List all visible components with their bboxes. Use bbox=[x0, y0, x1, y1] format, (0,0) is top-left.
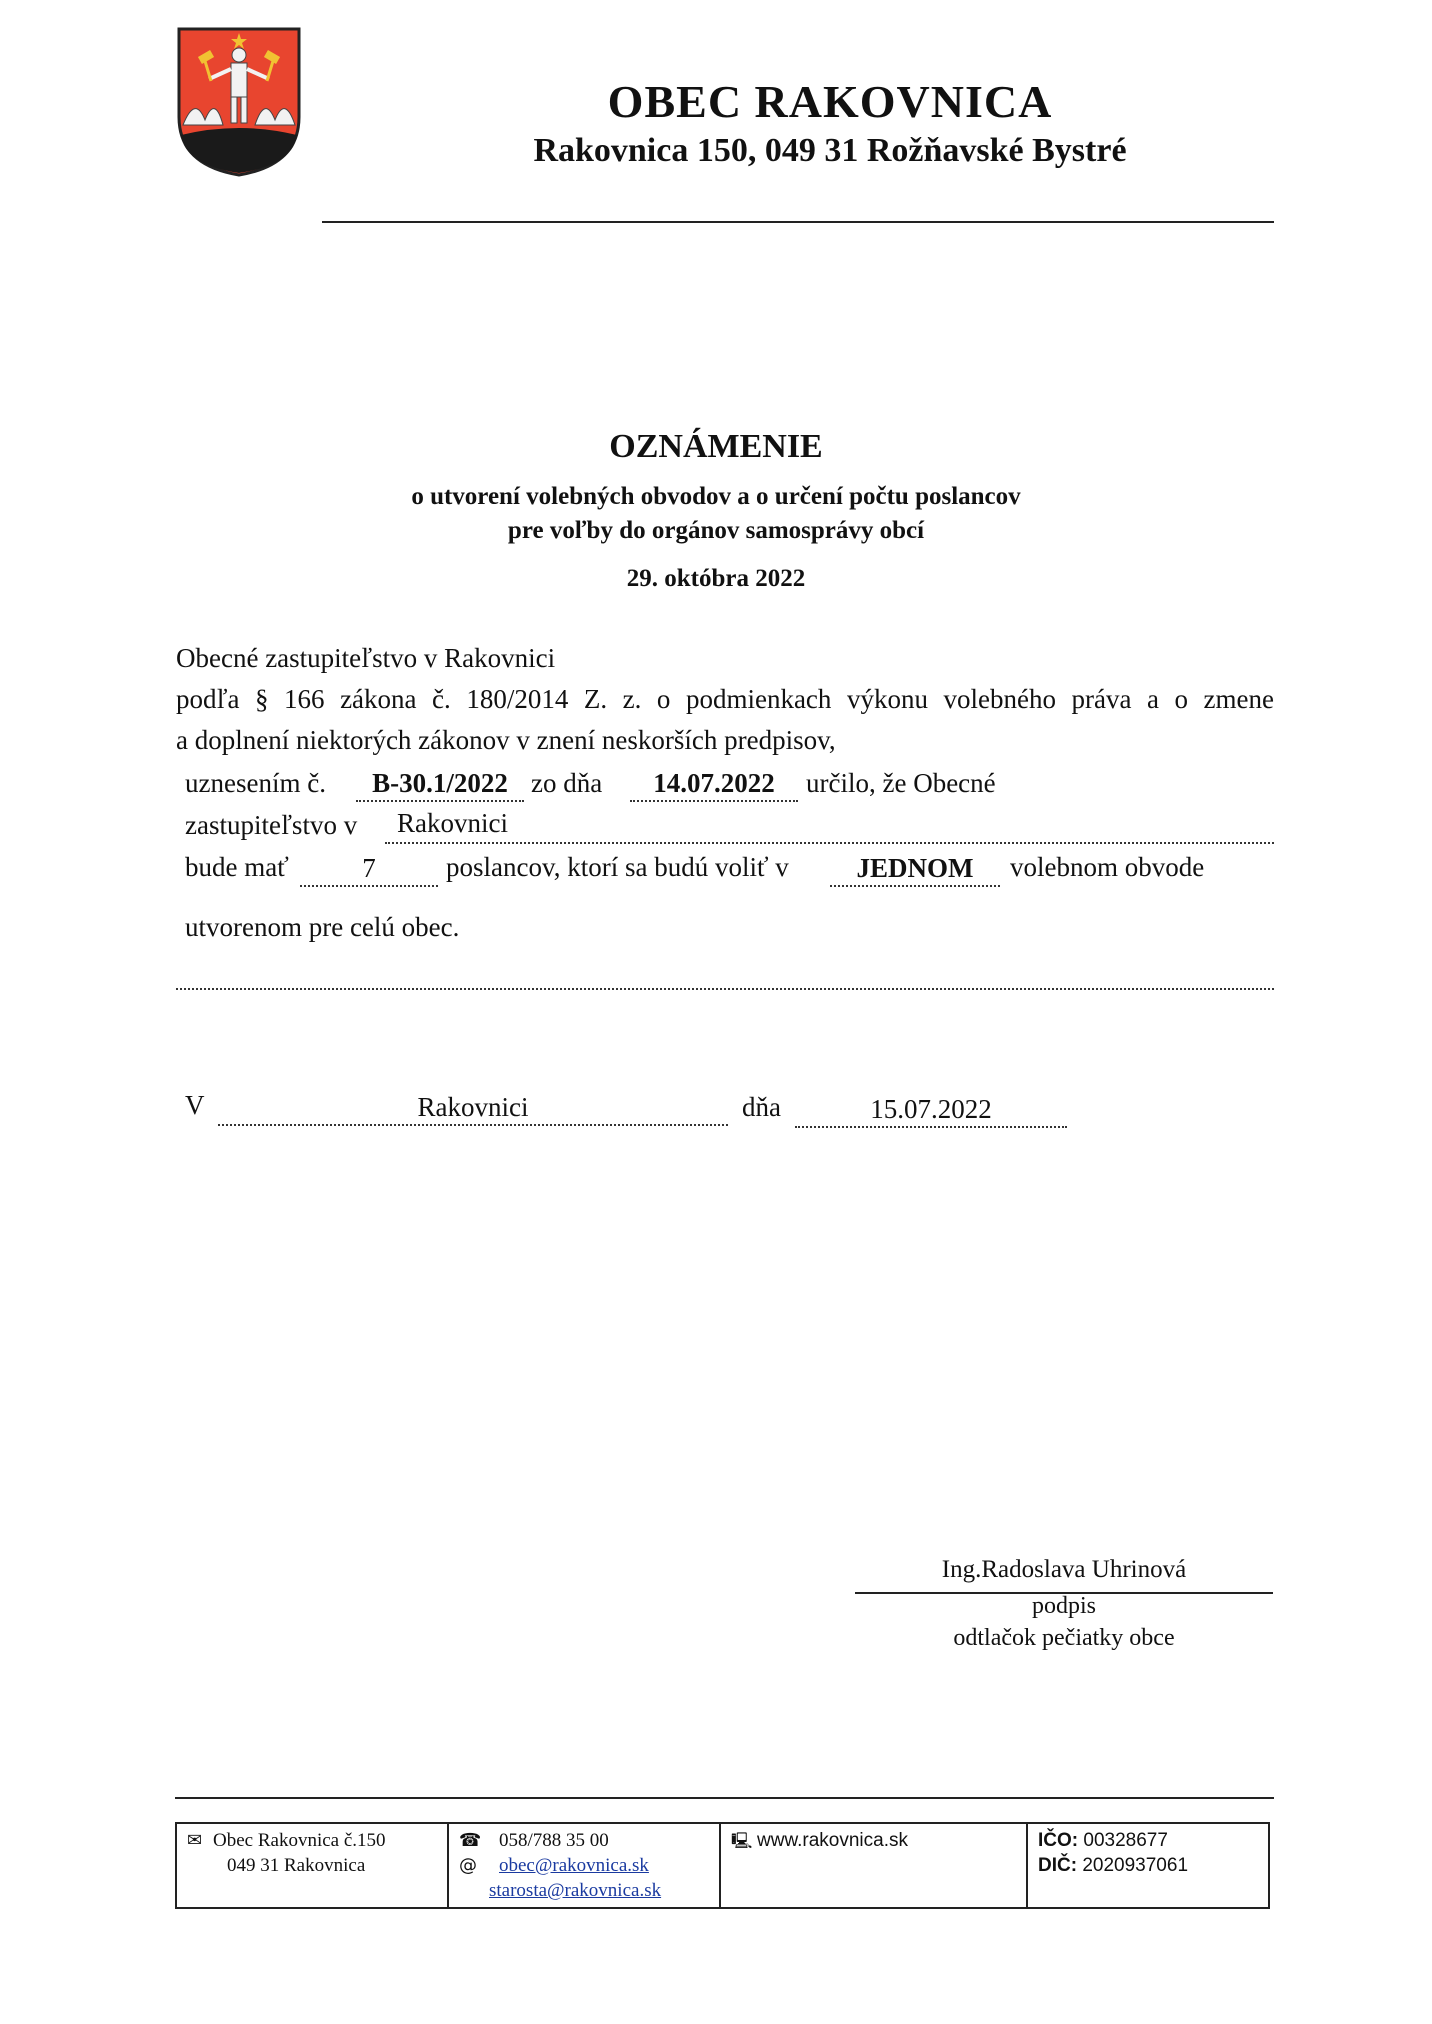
urcilo-text: určilo, že Obecné bbox=[806, 768, 996, 798]
notice-title: OZNÁMENIE bbox=[609, 428, 823, 465]
bude-mat-label: bude mať bbox=[185, 852, 289, 882]
ico-value: 00328677 bbox=[1083, 1830, 1168, 1851]
footer-address-cell bbox=[176, 1823, 448, 1908]
footer-contact-cell bbox=[448, 1823, 720, 1908]
municipality-dotted-line bbox=[385, 842, 1274, 844]
footer-email-obec[interactable]: obec@rakovnica.sk bbox=[499, 1855, 649, 1876]
stamp-label: odtlačok pečiatky obce bbox=[953, 1625, 1175, 1651]
municipality-field: Rakovnici bbox=[397, 808, 508, 838]
districts-count-field: JEDNOM bbox=[830, 851, 1000, 887]
signature-label: podpis bbox=[1031, 1593, 1096, 1619]
council-label: zastupiteľstvo v bbox=[185, 810, 358, 840]
at-icon: @ bbox=[459, 1855, 477, 1876]
election-date: 29. októbra 2022 bbox=[626, 565, 806, 592]
signatory-name: Ing.Radoslava Uhrinová bbox=[941, 1556, 1187, 1583]
dic-label: DIČ: bbox=[1038, 1855, 1078, 1876]
notice-subtitle-2: pre voľby do orgánov samosprávy obcí bbox=[507, 517, 925, 544]
municipality-title: OBEC RAKOVNICA bbox=[607, 76, 1053, 127]
notice-subtitle-1: o utvorení volebných obvodov a o určení počtu poslancov bbox=[411, 483, 1021, 510]
deputies-count-field: 7 bbox=[300, 851, 438, 887]
footer-website[interactable]: www.rakovnica.sk bbox=[757, 1830, 908, 1851]
envelope-icon: ✉ bbox=[187, 1830, 203, 1851]
body-line-1: Obecné zastupiteľstvo v Rakovnici bbox=[176, 643, 556, 673]
footer-contact-table bbox=[175, 1822, 1270, 1909]
obvode-text: volebnom obvode bbox=[1010, 852, 1205, 882]
signing-date-field: 15.07.2022 bbox=[795, 1092, 1067, 1128]
ico-label: IČO: bbox=[1038, 1830, 1079, 1851]
footer-phone: 058/788 35 00 bbox=[499, 1830, 609, 1851]
poslancov-text: poslancov, ktorí sa budú voliť v bbox=[446, 852, 789, 882]
zo-dna-label: zo dňa bbox=[531, 768, 603, 798]
coat-of-arms-emblem bbox=[175, 25, 303, 177]
closing-dotted-line bbox=[176, 988, 1274, 990]
dic-value: 2020937061 bbox=[1082, 1855, 1189, 1876]
footer-ids-cell bbox=[1027, 1823, 1269, 1908]
footer-address-line-1: Obec Rakovnica č.150 bbox=[213, 1830, 386, 1851]
footer-email-starosta[interactable]: starosta@rakovnica.sk bbox=[489, 1880, 662, 1901]
phone-icon: ☎ bbox=[459, 1830, 482, 1851]
body-line-2: podľa § 166 zákona č. 180/2014 Z. z. o podmienkach výkonu volebného práva a o zmene bbox=[176, 684, 1274, 714]
footer-web-cell bbox=[720, 1823, 1027, 1908]
closing-text: utvorenom pre celú obec. bbox=[185, 912, 460, 942]
body-line-3: a doplnení niektorých zákonov v znení neskorších predpisov, bbox=[176, 725, 836, 755]
place-field: Rakovnici bbox=[218, 1090, 728, 1126]
resolution-number-field: B-30.1/2022 bbox=[356, 766, 524, 802]
header-divider bbox=[322, 221, 1274, 223]
resolution-date-field: 14.07.2022 bbox=[630, 766, 798, 802]
footer-address-line-2: 049 31 Rakovnica bbox=[227, 1855, 366, 1876]
v-label: V bbox=[185, 1090, 205, 1120]
resolution-label: uznesením č. bbox=[185, 768, 326, 798]
municipality-address: Rakovnica 150, 049 31 Rožňavské Bystré bbox=[533, 132, 1127, 169]
computer-icon: 🖳 bbox=[731, 1831, 753, 1850]
footer-divider bbox=[175, 1797, 1274, 1799]
dna-label: dňa bbox=[742, 1092, 781, 1122]
